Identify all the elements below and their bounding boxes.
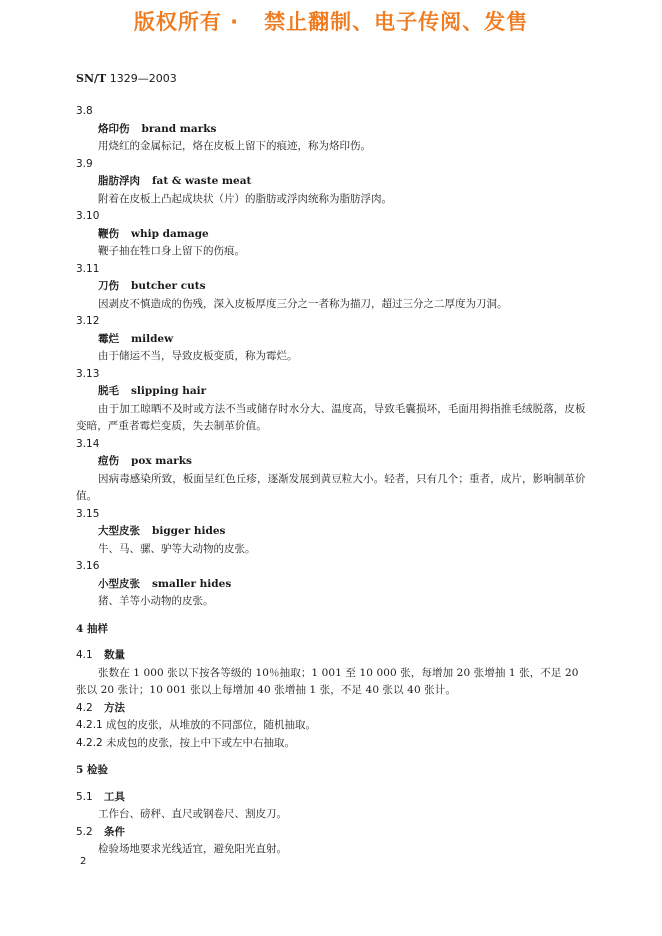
subclause-number: 4.1 [76, 649, 93, 661]
term-english: mildew [131, 332, 174, 345]
term-number: 3.9 [76, 157, 93, 170]
term-chinese: 烙印伤 [98, 122, 130, 135]
term-chinese: 霉烂 [98, 332, 119, 345]
term-number: 3.12 [76, 315, 100, 327]
subclause-4-1 [76, 647, 588, 665]
subclause-number: 4.2 [76, 701, 93, 714]
standard-number [76, 72, 177, 85]
term-definition: 猪、羊等小动物的皮张。 [98, 595, 214, 607]
term-chinese: 刀伤 [98, 280, 119, 292]
term-chinese: 痘伤 [98, 455, 119, 467]
subclause-5-1 [76, 789, 588, 807]
subclause-title: 工具 [104, 790, 125, 803]
term-definition: 用烧红的金属标记，烙在皮板上留下的痕迹，称为烙印伤。 [98, 140, 371, 152]
term-english: slipping hair [131, 385, 207, 397]
term-chinese: 脂肪浮肉 [98, 175, 140, 187]
item-4-2-2 [76, 735, 588, 753]
term-number: 3.13 [76, 367, 100, 380]
term-number: 3.15 [76, 507, 100, 520]
term-list [76, 103, 588, 611]
term-english: bigger hides [152, 525, 226, 537]
term-chinese: 大型皮张 [98, 525, 140, 537]
subclause-title: 条件 [104, 825, 125, 838]
term-definition: 附着在皮板上凸起成块状（片）的脂肪或浮肉统称为脂肪浮肉。 [98, 192, 392, 205]
subclause-title: 数量 [104, 649, 125, 661]
document-body [76, 103, 588, 859]
term-chinese: 小型皮张 [98, 577, 140, 590]
term-definition: 因病毒感染所致，板面呈红色丘疹，逐渐发展到黄豆粒大小。轻者，只有几个；重者，成片，影响制革价值。 [76, 472, 586, 502]
subclause-number: 5.1 [76, 790, 93, 803]
term-english: brand marks [141, 122, 217, 135]
item-4-2-1 [76, 717, 588, 735]
term-heading [76, 226, 588, 244]
term-english: pox marks [131, 455, 192, 467]
term-english: whip damage [131, 227, 209, 240]
term-heading [76, 278, 588, 296]
term-number: 3.14 [76, 437, 100, 450]
subclause-title: 方法 [104, 701, 125, 714]
subclause-number: 5.2 [76, 825, 93, 838]
term-english: smaller hides [152, 577, 232, 590]
term-definition: 牛、马、骡、驴等大动物的皮张。 [98, 542, 256, 555]
subclause-5-2 [76, 824, 588, 842]
term-heading [76, 576, 588, 594]
term-number: 3.16 [76, 560, 100, 572]
term-number: 3.10 [76, 210, 100, 222]
term-chinese: 脱毛 [98, 385, 119, 397]
term-chinese: 鞭伤 [98, 227, 119, 240]
subclause-4-1-text: 张数在 1 000 张以下按各等级的 10％抽取；1 001 至 10 000 张，每增加 20 张增抽 1 张，不足 20 张以 20 张计；10 001 张以上每增加 40 张增抽 1 张，不足 40 张以 40 张计。 [76, 666, 579, 696]
term-english: butcher cuts [131, 280, 206, 292]
standard-code: 1329—2003 [106, 72, 177, 85]
subclause-5-2-text: 检验场地要求光线适宜，避免阳光直射。 [98, 843, 287, 855]
term-number: 3.8 [76, 105, 93, 117]
term-definition: 由于加工晾晒不及时或方法不当或储存时水分大、温度高，导致毛囊损坏，毛面用拇指推毛绒脱落，皮板变暗，严重者霉烂变质，失去制革价值。 [76, 402, 586, 432]
term-definition: 因剥皮不慎造成的伤残，深入皮板厚度三分之一者称为描刀，超过三分之二厚度为刀洞。 [98, 297, 508, 310]
clause-4-title: 4 抽样 [76, 622, 108, 635]
term-definition: 由于储运不当，导致皮板变质，称为霉烂。 [98, 350, 298, 362]
term-heading [76, 331, 588, 349]
subclause-5-1-text: 工作台、磅秤、直尺或钢卷尺、割皮刀。 [98, 808, 287, 820]
subclause-4-2 [76, 700, 588, 718]
item-number: 4.2.2 [76, 736, 103, 749]
term-heading [76, 523, 588, 541]
term-number: 3.11 [76, 262, 100, 275]
term-heading [76, 121, 588, 139]
term-english: fat & waste meat [152, 175, 252, 187]
item-number: 4.2.1 [76, 719, 103, 731]
item-text: 成包的皮张，从堆放的不同部位，随机抽取。 [106, 719, 316, 731]
term-heading [76, 383, 588, 401]
term-heading [76, 173, 588, 191]
copyright-watermark: 版权所有 · 禁止翻制、电子传阅、发售 [133, 10, 529, 34]
item-text: 未成包的皮张，按上中下或左中右抽取。 [106, 736, 295, 749]
page-number: 2 [80, 856, 87, 867]
term-heading [76, 453, 588, 471]
clause-5-title: 5 检验 [76, 764, 108, 776]
term-definition: 鞭子抽在牲口身上留下的伤痕。 [98, 245, 245, 257]
standard-prefix: SN/T [76, 72, 107, 85]
